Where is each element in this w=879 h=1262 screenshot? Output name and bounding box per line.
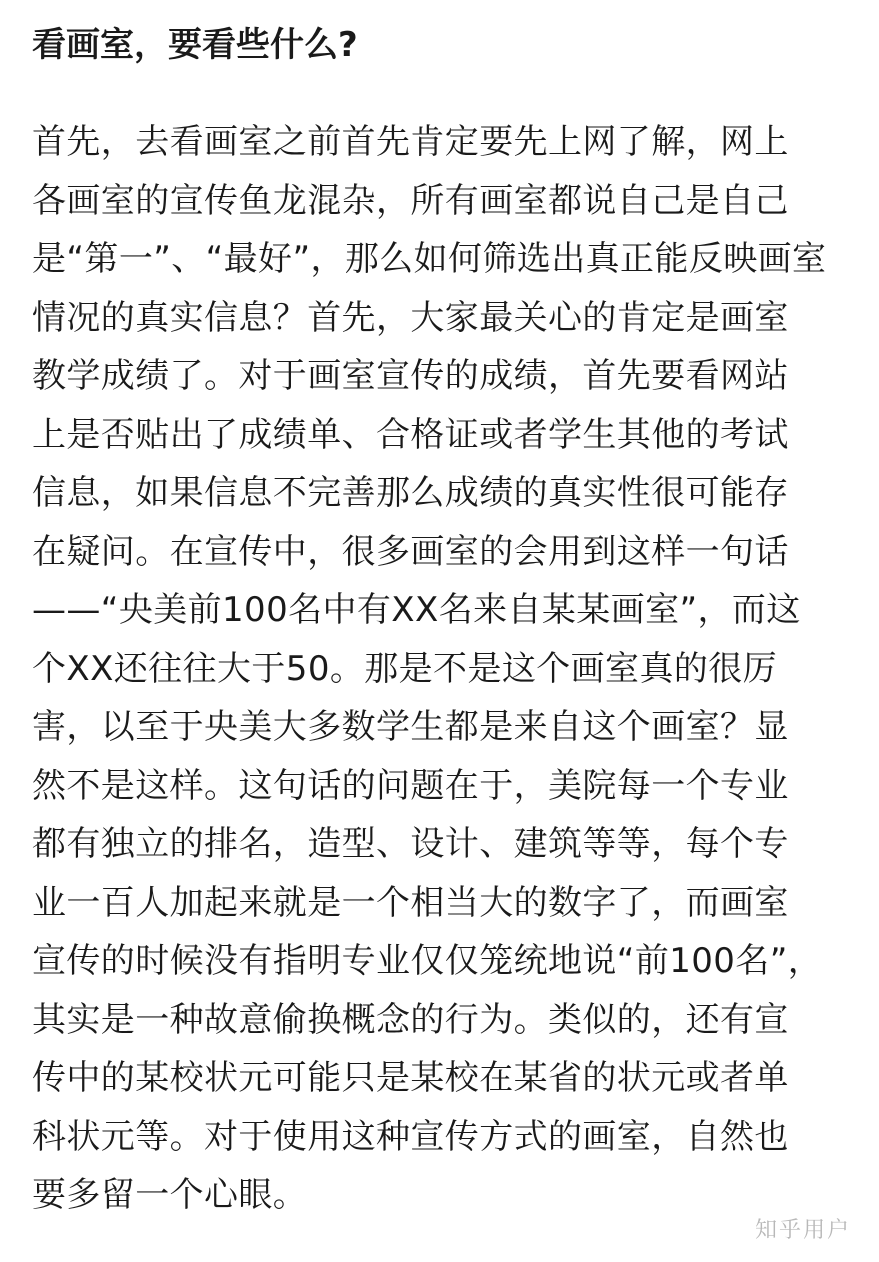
body-line: 要多留一个心眼。 [32,1175,308,1215]
body-line: 害，以至于央美大多数学生都是来自这个画室？显 [32,707,789,747]
body-line: 其实是一种故意偷换概念的行为。类似的，还有宣 [32,999,789,1040]
body-line: 宣传的时候没有指明专业仅仅笼统地说“前100名”， [32,941,823,981]
article-body [32,113,852,1225]
body-line: 在疑问。在宣传中，很多画室的会用到这样一句话 [32,531,789,572]
body-line: 情况的真实信息？首先，大家最关心的肯定是画室 [32,297,789,338]
body-line: 首先，去看画室之前首先肯定要先上网了解，网上 [32,122,789,162]
body-line: 业一百人加起来就是一个相当大的数字了，而画室 [32,882,789,923]
page-title: 看画室，要看些什么? [32,25,358,65]
body-line: 信息，如果信息不完善那么成绩的真实性很可能存 [32,473,789,513]
zhihu-watermark: 知乎用户 [754,1218,851,1243]
body-line: 各画室的宣传鱼龙混杂，所有画室都说自己是自己 [32,180,789,221]
body-line: 教学成绩了。对于画室宣传的成绩，首先要看网站 [32,356,789,396]
body-line: 上是否贴出了成绩单、合格证或者学生其他的考试 [32,414,789,455]
body-line: ——“央美前100名中有XX名来自某某画室”，而这 [32,590,801,630]
body-line: 个XX还往往大于50。那是不是这个画室真的很厉 [32,648,778,689]
body-line: 传中的某校状元可能只是某校在某省的状元或者单 [32,1058,789,1098]
body-line: 科状元等。对于使用这种宣传方式的画室，自然也 [32,1116,789,1157]
body-line: 都有独立的排名，造型、设计、建筑等等，每个专 [32,824,789,864]
body-line: 是“第一”、“最好”，那么如何筛选出真正能反映画室 [32,239,827,279]
body-line: 然不是这样。这句话的问题在于，美院每一个专业 [32,765,789,806]
